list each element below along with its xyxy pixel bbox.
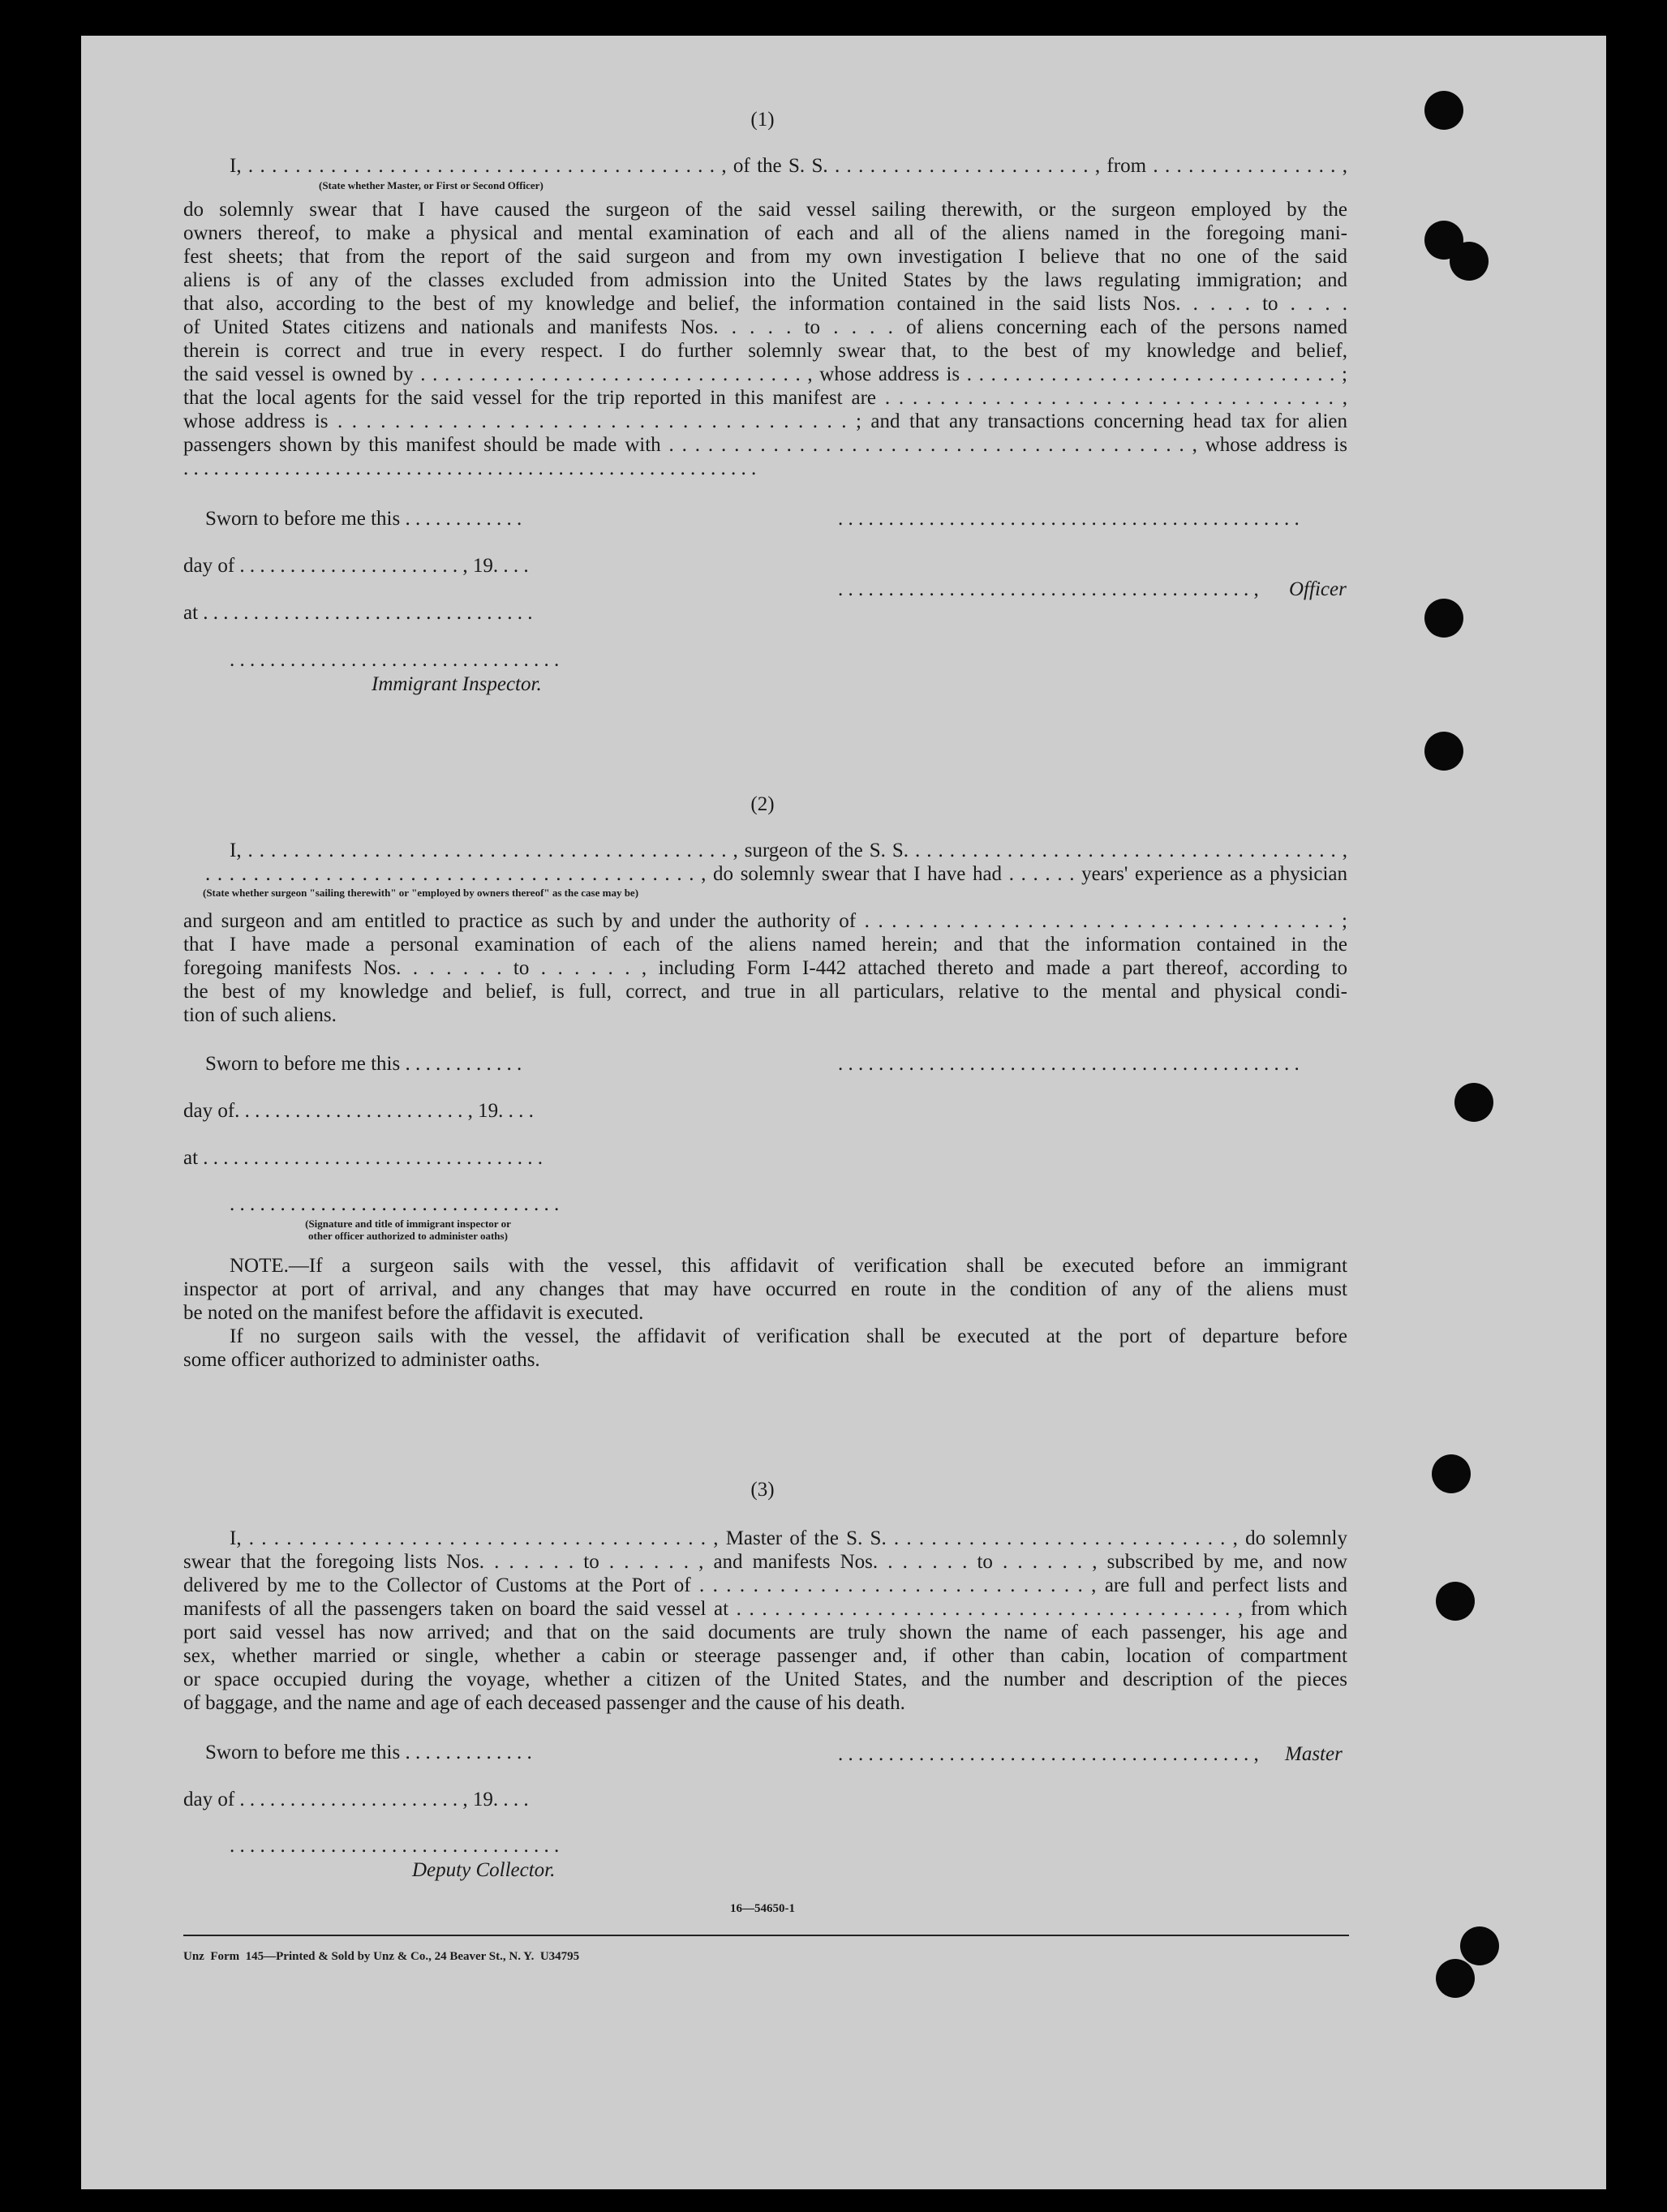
- body-line: fest sheets; that from the report of the said surgeon and from my own investigation I believe that no one of the said: [183, 246, 1347, 268]
- day-line: day of . . . . . . . . . . . . . . . . . . . . . . , 19. . . .: [183, 555, 529, 577]
- field-caption: (State whether surgeon "sailing therewith" or "employed by owners thereof" as the case may be): [203, 887, 639, 899]
- body-line: foregoing manifests Nos. . . . . . . to . . . . . . , including Form I-442 attached thereto and made a part thereof, according to: [183, 957, 1347, 979]
- body-line: aliens is of any of the classes excluded from admission into the United States by the laws regulating immigration; and: [183, 269, 1347, 291]
- note-text: —If a surgeon sails with the vessel, this affidavit of verification shall be executed before an immigrant: [288, 1255, 1347, 1277]
- collector-label: Deputy Collector.: [412, 1859, 556, 1881]
- inspector-signature-line: . . . . . . . . . . . . . . . . . . . . . . . . . . . . . . . . .: [230, 649, 560, 671]
- body-line: sex, whether married or single, whether a cabin or steerage passenger and, if other than cabin, location of compartment: [183, 1645, 1347, 1667]
- body-line: do solemnly swear that I have caused the surgeon of the said vessel sailing therewith, or the surgeon employed by the: [183, 199, 1347, 221]
- punch-hole: [1436, 1582, 1475, 1621]
- section-number: (2): [750, 793, 775, 815]
- body-line: delivered by me to the Collector of Customs at the Port of . . . . . . . . . . . . . . . . . . . . . . . . . . . . . , are full and perfect lists and: [183, 1574, 1347, 1596]
- body-line: or space occupied during the voyage, whether a citizen of the United States, and the number and description of the pieces: [183, 1669, 1347, 1690]
- form-line: I, . . . . . . . . . . . . . . . . . . . . . . . . . . . . . . . . . . . . . . . . . . , surgeon of the S. S. . . . . . . . . . . . . . . . . . . . . . . . . . . . . . . . . . . . . . ,: [230, 840, 1347, 861]
- body-line: whose address is . . . . . . . . . . . . . . . . . . . . . . . . . . . . . . . . . . . . ; and that any transactions concerning head tax for alien: [183, 410, 1347, 432]
- collector-signature-line: . . . . . . . . . . . . . . . . . . . . . . . . . . . . . . . . .: [230, 1835, 560, 1857]
- master-label: Master: [1285, 1743, 1343, 1765]
- officer-label: Officer: [1289, 578, 1347, 600]
- sworn-line: Sworn to before me this . . . . . . . . . . . . .: [205, 1742, 532, 1763]
- note-line: some officer authorized to administer oaths.: [183, 1349, 540, 1371]
- body-line: owners thereof, to make a physical and mental examination of each and all of the aliens named in the foregoing mani-: [183, 222, 1347, 244]
- note-line: If no surgeon sails with the vessel, the affidavit of verification shall be executed at the port of departure before: [230, 1325, 1347, 1347]
- punch-hole: [1424, 599, 1463, 638]
- body-line: swear that the foregoing lists Nos. . . . . . . to . . . . . . , and manifests Nos. . . . . . . to . . . . . . , subscribed by me, and now: [183, 1551, 1347, 1573]
- body-line: manifests of all the passengers taken on board the said vessel at . . . . . . . . . . . . . . . . . . . . . . . . . . . . . . . . . . . . . . . , from which: [183, 1598, 1347, 1620]
- body-line: of United States citizens and nationals and manifests Nos. . . . . to . . . . of aliens concerning each of the persons named: [183, 316, 1347, 338]
- sworn-line: Sworn to before me this . . . . . . . . . . . .: [205, 508, 522, 530]
- note-line: inspector at port of arrival, and any changes that may have occurred en route in the condition of any of the aliens must: [183, 1278, 1347, 1300]
- punch-hole: [1432, 1454, 1471, 1493]
- at-line: at . . . . . . . . . . . . . . . . . . . . . . . . . . . . . . . . .: [183, 602, 533, 624]
- body-line: that also, according to the best of my knowledge and belief, the information contained in the said lists Nos. . . . . to . . . .: [183, 293, 1347, 315]
- punch-hole: [1424, 732, 1463, 771]
- body-line: passengers shown by this manifest should be made with . . . . . . . . . . . . . . . . . . . . . . . . . . . . . . . . . . . . . . . . , whose address is: [183, 434, 1347, 456]
- note-line: [230, 1254, 1347, 1278]
- day-line: day of. . . . . . . . . . . . . . . . . . . . . . . , 19. . . .: [183, 1100, 534, 1122]
- form-code: 16—54650-1: [730, 1902, 795, 1915]
- body-line: that I have made a personal examination of each of the aliens named herein; and that the information contained in the: [183, 934, 1347, 956]
- note-line: be noted on the manifest before the affidavit is executed.: [183, 1302, 644, 1324]
- body-line: therein is correct and true in every respect. I do further solemnly swear that, to the best of my knowledge and belief,: [183, 340, 1347, 362]
- punch-hole: [1454, 1083, 1493, 1122]
- printer-line: Unz Form 145—Printed & Sold by Unz & Co., 24 Beaver St., N. Y. U34795: [183, 1950, 580, 1963]
- day-line: day of . . . . . . . . . . . . . . . . . . . . . . , 19. . . .: [183, 1789, 529, 1810]
- punch-hole: [1436, 1959, 1475, 1998]
- body-line: . . . . . . . . . . . . . . . . . . . . . . . . . . . . . . . . . . . . . . . . . . . . . . . . . . . . . . . . .: [183, 457, 757, 479]
- body-line: port said vessel has now arrived; and that on the said documents are truly shown the name of each passenger, his age and: [183, 1621, 1347, 1643]
- body-line: that the local agents for the said vessel for the trip reported in this manifest are . . . . . . . . . . . . . . . . . . . . . . . . . . . . . . . . . ,: [183, 387, 1347, 409]
- body-line: of baggage, and the name and age of each deceased passenger and the cause of his death.: [183, 1692, 905, 1714]
- master-signature-line: . . . . . . . . . . . . . . . . . . . . . . . . . . . . . . . . . . . . . . . . . ,: [838, 1743, 1259, 1765]
- note-label: NOTE.: [230, 1255, 289, 1277]
- sworn-line: Sworn to before me this . . . . . . . . . . . .: [205, 1053, 522, 1075]
- punch-hole: [1460, 1926, 1499, 1965]
- signature-line: . . . . . . . . . . . . . . . . . . . . . . . . . . . . . . . . .: [230, 1193, 560, 1215]
- body-line: tion of such aliens.: [183, 1004, 337, 1026]
- at-line: at . . . . . . . . . . . . . . . . . . . . . . . . . . . . . . . . . .: [183, 1147, 543, 1169]
- form-line: . . . . . . . . . . . . . . . . . . . . . . . . . . . . . . . . . . . . . . . . . , do solemnly swear that I have had . . . . . . years' experience as a physician: [205, 863, 1347, 885]
- signature-caption: (Signature and title of immigrant inspector or other officer authorized to administer oaths): [305, 1218, 511, 1242]
- body-line: the said vessel is owned by . . . . . . . . . . . . . . . . . . . . . . . . . . . . . . . . , whose address is . . . . . . . . . . . . . . . . . . . . . . . . . . . . . . . ;: [183, 363, 1347, 385]
- body-line: I, . . . . . . . . . . . . . . . . . . . . . . . . . . . . . . . . . . . . . , Master of the S. S. . . . . . . . . . . . . . . . . . . . . . . . . . . . , do solemnly: [230, 1527, 1347, 1549]
- signature-line: . . . . . . . . . . . . . . . . . . . . . . . . . . . . . . . . . . . . . . . . . . . . . .: [838, 508, 1300, 530]
- section-number: (3): [750, 1479, 775, 1501]
- signature-line: . . . . . . . . . . . . . . . . . . . . . . . . . . . . . . . . . . . . . . . . . . . . . .: [838, 1053, 1300, 1075]
- section-number: (1): [750, 109, 775, 131]
- body-line: the best of my knowledge and belief, is full, correct, and true in all particulars, relative to the mental and physical condi-: [183, 981, 1347, 1003]
- inspector-label: Immigrant Inspector.: [372, 673, 542, 695]
- officer-signature-line: . . . . . . . . . . . . . . . . . . . . . . . . . . . . . . . . . . . . . . . . . ,: [838, 578, 1259, 600]
- punch-hole: [1424, 91, 1463, 130]
- form-line: I, . . . . . . . . . . . . . . . . . . . . . . . . . . . . . . . . . . . . . . . . , of the S. S. . . . . . . . . . . . . . . . . . . . . . . , from . . . . . . . . . . . . . . . . ,: [230, 155, 1347, 177]
- field-caption: (State whether Master, or First or Second Officer): [319, 179, 543, 191]
- punch-hole: [1450, 242, 1489, 281]
- footer-rule: [183, 1935, 1349, 1936]
- body-line: and surgeon and am entitled to practice as such by and under the authority of . . . . . . . . . . . . . . . . . . . . . . . . . . . . . . . . . . . ;: [183, 910, 1347, 932]
